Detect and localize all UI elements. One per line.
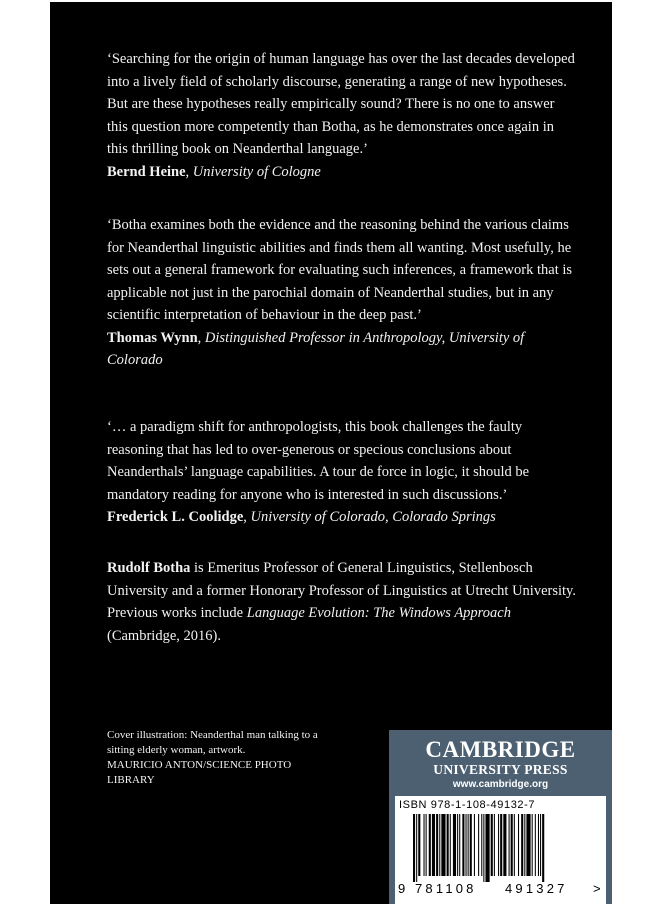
barcode-bar — [485, 814, 489, 882]
barcode-bar — [483, 814, 484, 882]
publisher-press: UNIVERSITY PRESS — [433, 762, 568, 777]
blurb-heine — [107, 48, 577, 183]
publisher-block — [389, 730, 612, 904]
barcode-bar — [462, 814, 464, 876]
bio-text: is Emeritus Professor of General Linguistics, Stellenbosch University and a former Honorary Professor of Linguistics at Utrecht University. Previous works include — [107, 560, 576, 621]
blurb-affiliation: University of Cologne — [192, 163, 321, 180]
barcode-bar — [474, 814, 475, 876]
cover-credit — [107, 728, 327, 788]
bio-text-end: (Cambridge, 2016). — [107, 627, 221, 644]
author-name: Rudolf Botha — [107, 560, 191, 576]
blurb-text: ‘Botha examines both the evidence and the reasoning behind the various claims for Neanderthal linguistic abilities and finds them all wanting. Most usefully, he sets out a general framework for evaluating such inferences, a framework that is applicable not just in the parochial domain of Neanderthal studies, but in any scientific interpretation of behaviour in the deep past.’ — [107, 217, 573, 323]
publisher-logo: CAMBRIDGE — [425, 737, 576, 762]
barcode-bar — [418, 814, 420, 876]
barcode-bar — [439, 814, 440, 876]
blurb-author: Thomas Wynn — [107, 329, 198, 346]
blurb-author: Frederick L. Coolidge — [107, 509, 244, 525]
cover-credit-caption: Cover illustration: Neanderthal man talking to a sitting elderly woman, artwork. — [107, 729, 318, 756]
barcode-bar — [468, 814, 469, 876]
barcode-right-digits: 491327 — [505, 881, 568, 896]
barcode-bar — [509, 814, 510, 876]
barcode-bar — [432, 814, 435, 876]
barcode-lead-digit: 9 — [398, 881, 406, 896]
barcode-bar — [538, 814, 539, 876]
barcode-bar — [498, 814, 499, 876]
previous-work-title: Language Evolution: The Windows Approach — [246, 605, 511, 621]
blurb-text: ‘Searching for the origin of human language has over the last decades developed into a lively field of scholarly discourse, generating a range of new hypotheses. But are these hypotheses really empirically sound? There is no one to answer this question more competently than Botha, as he demonstrates once again in this thrilling book on Neanderthal language.’ — [107, 51, 575, 157]
barcode-bar — [429, 814, 431, 876]
barcode-bar — [424, 814, 425, 876]
blurb-text: ‘… a paradigm shift for anthropologists, this book challenges the faulty reasoning that has led to over-generous or specious conclusions about Neanderthals’ language capabilities. A tour de force in logic, it should be mandatory reading for anyone who is interested in such discussions.’ — [107, 419, 530, 503]
barcode-bar — [450, 814, 451, 876]
blurb-attribution: Frederick L. Coolidge, University of Colorado, Colorado Springs — [107, 509, 496, 525]
barcode-bar — [542, 814, 544, 882]
barcode-bar — [478, 814, 479, 876]
blurb-attribution: Bernd Heine, University of Cologne — [107, 163, 321, 180]
barcode-bar — [453, 814, 456, 876]
barcode-bar — [535, 814, 536, 876]
barcode-bar — [436, 814, 438, 876]
barcode-bar — [503, 814, 506, 876]
blurb-affiliation: Distinguished Professor in Anthropology, University of Colorado — [107, 329, 525, 368]
back-cover — [50, 2, 612, 904]
barcode-bar — [540, 814, 541, 876]
barcode-bar — [447, 814, 449, 876]
publisher-url: www.cambridge.org — [452, 779, 549, 790]
barcode-bar — [413, 814, 415, 882]
barcode-bar — [521, 814, 523, 876]
barcode-bar — [500, 814, 502, 876]
barcode-bar — [426, 814, 427, 876]
barcode-bar — [518, 814, 519, 876]
isbn-label: ISBN 978-1-108-49132-7 — [399, 799, 536, 811]
barcode-bar — [470, 814, 472, 876]
barcode-bar — [481, 814, 482, 876]
barcode — [399, 814, 602, 882]
barcode-bar — [441, 814, 445, 876]
barcode-bar — [511, 814, 513, 876]
barcode-bar — [514, 814, 515, 876]
barcode-bar — [459, 814, 460, 876]
barcode-bar — [524, 814, 525, 876]
cover-credit-source: MAURICIO ANTON/SCIENCE PHOTO LIBRARY — [107, 759, 292, 786]
barcode-bar — [457, 814, 458, 876]
barcode-left-digits: 781108 — [415, 881, 477, 896]
blurb-attribution: Thomas Wynn, Distinguished Professor in Anthropology, University of Colorado — [107, 329, 525, 368]
barcode-bar — [532, 814, 533, 876]
blurb-author: Bernd Heine — [107, 163, 186, 180]
barcode-quiet-mark: > — [593, 881, 601, 896]
barcode-bar — [466, 814, 467, 876]
blurb-coolidge — [107, 416, 577, 529]
blurb-affiliation: University of Colorado, Colorado Springs — [250, 509, 496, 525]
blurb-wynn — [107, 214, 577, 372]
author-bio — [107, 557, 577, 647]
barcode-bar — [526, 814, 530, 876]
barcode-bar — [494, 814, 495, 876]
barcode-bar — [416, 814, 417, 882]
barcode-bar — [491, 814, 493, 876]
isbn-barcode-box — [395, 796, 606, 904]
